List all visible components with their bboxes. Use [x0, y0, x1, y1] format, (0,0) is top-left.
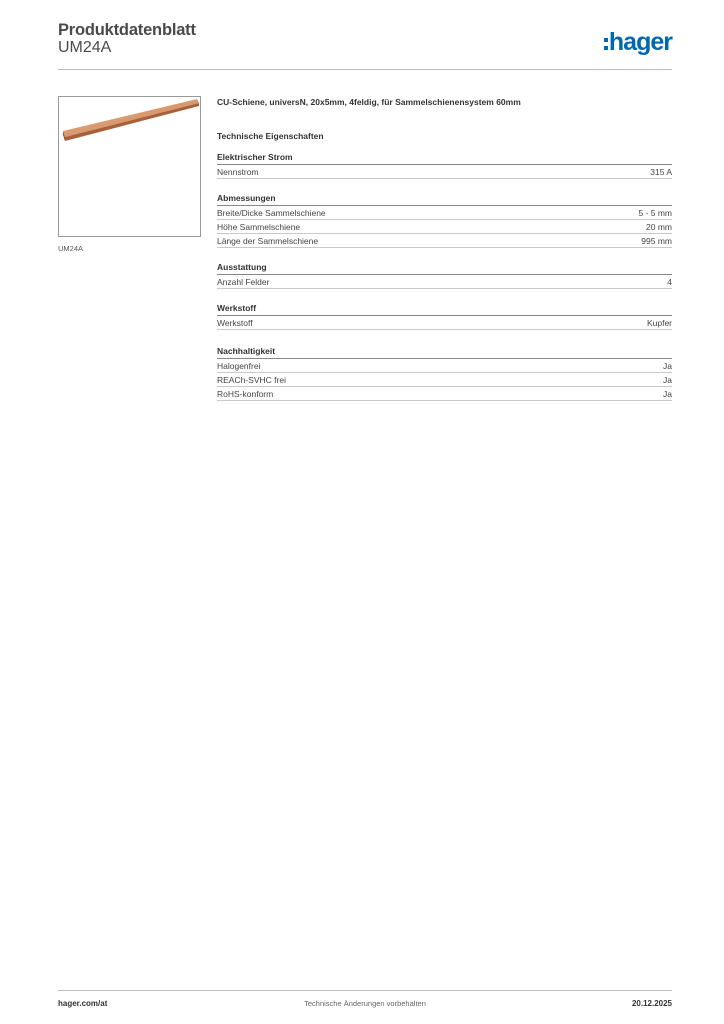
- spec-label: Länge der Sammelschiene: [217, 236, 319, 246]
- footer-date: 20.12.2025: [631, 999, 672, 1008]
- spec-value: 4: [667, 277, 672, 287]
- spec-value: Kupfer: [646, 318, 672, 328]
- page-title: Produktdatenblatt: [58, 21, 196, 39]
- logo-mark-icon: [604, 38, 608, 50]
- spec-value: Ja: [663, 375, 672, 385]
- spec-section-material: [217, 302, 672, 330]
- spec-value: 315 A: [650, 167, 672, 177]
- product-image: [58, 96, 201, 237]
- spec-section-equipment: [217, 261, 672, 289]
- spec-row: [217, 387, 672, 401]
- spec-label: RoHS-konform: [217, 389, 274, 399]
- spec-row: [217, 165, 672, 179]
- spec-label: Nennstrom: [217, 167, 259, 177]
- spec-row: [217, 234, 672, 248]
- spec-section-sustainability: [217, 345, 672, 401]
- spec-label: Höhe Sammelschiene: [217, 222, 301, 232]
- logo-text: hager: [608, 28, 672, 56]
- spec-section-dimensions: [217, 192, 672, 248]
- spec-row: [217, 275, 672, 289]
- image-caption: UM24A: [58, 244, 84, 253]
- spec-section-electrical: [217, 151, 672, 179]
- section-title: Nachhaltigkeit: [217, 345, 672, 359]
- tech-properties-heading: Technische Eigenschaften: [217, 131, 324, 141]
- spec-row: [217, 373, 672, 387]
- spec-label: Breite/Dicke Sammelschiene: [217, 208, 326, 218]
- page-footer: [58, 990, 672, 1013]
- footer-notice: Technische Änderungen vorbehalten: [304, 999, 426, 1008]
- section-title: Ausstattung: [217, 261, 672, 275]
- product-details: [217, 96, 672, 401]
- spec-value: 995 mm: [641, 236, 672, 246]
- spec-label: Anzahl Felder: [217, 277, 270, 287]
- copper-busbar-icon: [59, 97, 200, 236]
- section-title: Elektrischer Strom: [217, 151, 672, 165]
- spec-label: Halogenfrei: [217, 361, 261, 371]
- product-description: CU-Schiene, universN, 20x5mm, 4feldig, für Sammelschienensystem 60mm: [217, 97, 521, 107]
- spec-row: [217, 206, 672, 220]
- spec-label: REACh-SVHC frei: [217, 375, 286, 385]
- spec-row: [217, 316, 672, 330]
- section-title: Abmessungen: [217, 192, 672, 206]
- hager-logo: [604, 29, 672, 55]
- spec-value: 20 mm: [646, 222, 672, 232]
- page-header: [58, 21, 672, 70]
- website-link[interactable]: hager.com/at: [58, 999, 108, 1008]
- spec-row: [217, 359, 672, 373]
- section-title: Werkstoff: [217, 302, 672, 316]
- spec-label: Werkstoff: [217, 318, 253, 328]
- product-code: UM24A: [58, 39, 112, 56]
- spec-row: [217, 220, 672, 234]
- spec-value: Ja: [663, 389, 672, 399]
- spec-value: 5 - 5 mm: [638, 208, 672, 218]
- spec-value: Ja: [663, 361, 672, 371]
